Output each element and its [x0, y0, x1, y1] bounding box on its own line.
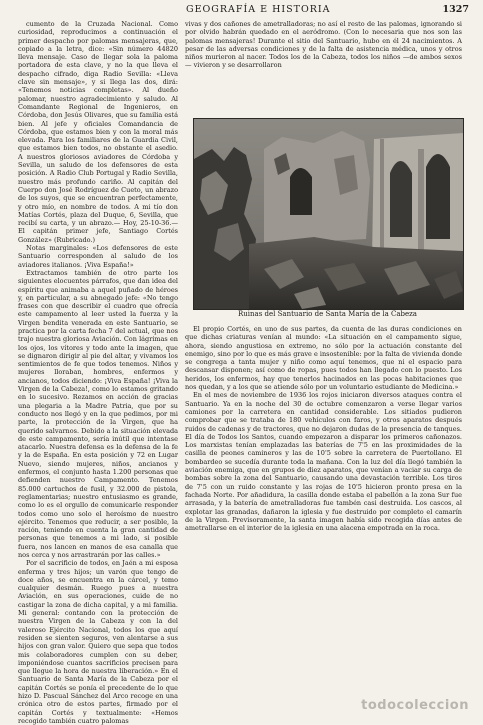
- left-column: [18, 20, 178, 725]
- sanctuary-ruins-photo: [193, 118, 464, 310]
- page-number: 1327: [442, 4, 469, 15]
- section-title: GEOGRAFÍA E HISTORIA: [186, 4, 331, 15]
- figure-caption: Ruinas del Santuario de Santa María de la Cabeza: [238, 310, 417, 318]
- page-header: [0, 4, 483, 20]
- paragraph: El propio Cortés, en uno de sus partes, da cuenta de las duras condiciones en que dichas criaturas venían al mundo: «La situación en el campamento sigue, ahora, siendo angustiosa en extremo, no sólo por la actuación constante del enemigo, sino por lo que es más grave e insostenible: por la falta de vivienda donde se congrega a tanta mujer y niño como aquí tenemos, que ni el espacio para descansar disponen; así como de ropas, pues todos han llegado con lo puesto. Los heridos, los enfermos, hay que tenerlos hacinados en las pocas habitaciones que nos quedan, y a los que se atiende sólo por un voluntario estudiante de Medicina.»: [185, 325, 462, 392]
- page-footer: [0, 691, 483, 721]
- paragraph: Extractamos también de otro parte los siguientes elocuentes párrafos, que dan idea del espíritu que animaba a aquel puñado de héroes y, en particular, a su abnegado jefe: «No tengo frases con que describir el cuadro que ofrecía este campamento al leer usted la fuerza y la Virgen bendita venerada en este Santuario, se practica por la carta fecha 7 del actual, que nos trajo nuestra gloriosa Aviación. Con lágrimas en los ojos, los vítores y todo ante la imagen, que se dignaron dirigir al pie del altar, y vivamos los sentimientos de fe que todos tenemos. Niños y mujeres lloraban, hombres, enfermos y ancianos, todos diciendo: ¡Viva España! ¡Viva la Virgen de la Cabeza!, como lo estamos gritando en lo sucesivo. Rezamos en acción de gracias una plegaria a la Madre Patria, que por su conducto nos llegó y en la que pedimos, por mi parte, la protección de la Virgen, que ha querido salvarnos. Debido a la situación elevada de este campamento, sería inútil que intentase atacarlo. Nuestra defensa es la defensa de la fe y la de España. En esta posición y 72 en Lugar Nuevo, siendo mujeres, niños, ancianos y enfermos, el conjunto hasta 1.200 personas que defienden nuestro Campamento. Tenemos 85.000 cartuchos de fusil, y 32.000 de pistola, reglamentarias; nuestro entusiasmo es grande, como lo es el orgullo de comunicarle responder todos como uno solo el heroísmo de nuestro ejército. Tenemos que reducir, a ser posible, la ración, teniendo en cuenta la gran cantidad de personas que tenemos a mi lado, si posible fuera, nos lancen en manos de esa canalla que nos cerca y nos arrastrarán por las calles.»: [18, 268, 178, 559]
- right-column-top: [185, 20, 462, 116]
- watermark: todocoleccion: [361, 698, 469, 713]
- paragraph: vivas y dos cañones de ametralladoras; no así el resto de las palomas, ignorando si por olvido habrán quedado en el aeródromo. (Con lo necesaria que nos son las palomas mensajeras! Durante el sitio del Santuario, hubo en él 24 nacimientos. A pesar de las adversas condiciones y de la falta de asistencia médica, unos y otros niños murieron al nacer. Todos los de la Cabeza, todos los niños —de ambos sexos— vivieron y se desarrollaron: [185, 20, 462, 70]
- paragraph: cumento de la Cruzada Nacional. Como curiosidad, reproducimos a continuación el primer despacho por palomas mensajeras, que, copiado a la letra, dice: «Sin número 44820 lleva mensaje. Caso de llegar sola la paloma portadora de esta clave, y no la que lleva el despacho cifrado, diga Radio Sevilla: «Lleva clave sin mensaje», y si llega las dos, dirá: «Tenemos noticias completas». Al dueño palomar, nuestro agradecimiento y saludo. Al Comandante Regional de Ingenieros, en Córdoba, don Jesús Olivares, que su familia está bien. Al jefe y oficiales Comandancia de Córdoba, que estamos bien y con la moral más elevada. Para los familiares de la Guardia Civil, que estamos bien todos, no obstante el asedio. A nuestros gloriosos aviadores de Córdoba y Sevilla, un saludo de los defensores de esta posición. A Radio Club Portugal y Radio Sevilla, nuestro más profundo cariño. Al capitán del Cuerpo don José Rodríguez de Cueto, un abrazo de los suyos, que se encuentran perfectamente, y otro mío, en nombre de todos. A mi tío don Matías Cortés, plaza del Duque, 6, Sevilla, que recibí su carta, y un abrazo.— Hoy, 25-10-36.—El capitán primer jefe, Santiago Cortés González» (Rubricado.): [18, 20, 178, 244]
- right-column-bottom: [185, 325, 462, 690]
- paragraph: En el mes de noviembre de 1936 los rojos iniciaron diversos ataques contra el Santuario. Ya en la noche del 30 de octubre comenzaron a verse llegar varios camiones por la carretera en cantidad considerable. Los sitiados pudieron comprobar que se trataba de 180 vehículos con faros, y otros aparatos después ruidos de cadenas y de tractores, que no dejaron dudas de la presencia de tanques. El día de Todos los Santos, cuando empezaron a disparar los primeros cañonazos. Los marxistas tenían emplazadas las baterías de 7'5 en las proximidades de la casilla de peones camineros y las de 10'5 sobre la carretera de Puertollano. El bombardeo se sucedía durante toda la mañana. Con la luz del día llegó también la aviación enemiga, que en grupos de diez aparatos, que venían a vaciar su carga de bombas sobre la zona del Santuario, causando una devastación terrible. Los tiros de 7'5 con un ruido constante y las rojas de 10'5 hicieron pronto presa en la fachada Norte. Por añadidura, la casilla donde estaba el pabellón a la zona Sur fue arrasada, y la batería de ametralladoras fue tambén casi destruida. Los cascos, al explotar las granadas, dañaron la iglesia y fue destruido por completo el camarín de la Virgen. Previsoramente, la santa imagen había sido recogida días antes de ametrallarse en el interior de la iglesia en una alacena empotrada en la roca.: [185, 391, 462, 533]
- paragraph: Notas marginales: «Los defensores de este Santuario corresponden al saludo de los aviadores italianos. ¡Viva España!»: [18, 244, 178, 269]
- paragraph: Por el sacrificio de todos, en Jaén a mi esposa enferma y tres hijos; un varón que tengo de doce años, se encuentra en la cárcel, y temo cualquier desmán. Ruego pues a nuestra Aviación, en sus operaciones, cuide de no castigar la zona de dicha capital, y a mi familia. Mi general: contando con la protección de nuestra Virgen de la Cabeza y con la del valeroso Ejército Nacional, todos los que aquí residen se sienten seguros, ven alentarse a sus hijos con gran valor. Quiero que sepa que todos mis colaboradores cumplen con su deber, imponiéndose cuantos sacrificios precisen para que llegue la hora de nuestra liberación.» En el Santuario de Santa María de la Cabeza por el capitán Cortés se ponía el precedente de lo que hizo D. Pascual Sánchez del Arco recoge en una crónica otro de estos partes, firmado por el capitán Cortés y textualmente: «Hemos recogido también cuatro palomas: [18, 559, 178, 725]
